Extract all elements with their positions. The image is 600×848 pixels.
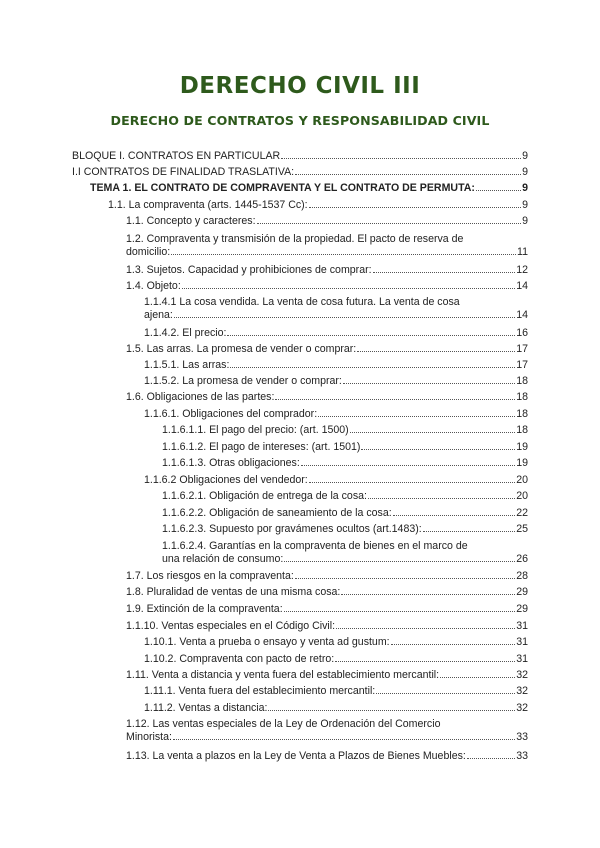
toc-entry-text: 1.7. Los riesgos en la compraventa: <box>126 570 294 582</box>
toc-page-number: 19 <box>516 457 528 469</box>
toc-leader <box>171 246 516 255</box>
toc-page-number: 9 <box>522 215 528 227</box>
toc-leader <box>173 731 515 740</box>
toc-page-number: 14 <box>516 309 528 321</box>
toc-page-number: 16 <box>516 327 528 339</box>
toc-leader <box>182 280 515 289</box>
toc-entry-text: 1.1.6.1. Obligaciones del comprador: <box>144 408 318 420</box>
toc-leader <box>423 523 516 532</box>
toc-leader <box>295 166 521 175</box>
toc-entry[interactable] <box>90 182 528 195</box>
toc-entry-text: BLOQUE I. CONTRATOS EN PARTICULAR <box>72 150 281 162</box>
toc-leader <box>318 408 515 417</box>
toc-entry[interactable] <box>126 391 528 404</box>
toc-entry[interactable] <box>126 620 528 633</box>
toc-entry-text: 1.1. Concepto y caracteres: <box>126 215 256 227</box>
toc-page-number: 18 <box>516 391 528 403</box>
toc-entry-text: 1.10.2. Compraventa con pacto de retro: <box>144 653 335 665</box>
toc-page-number: 18 <box>516 424 528 436</box>
toc-leader <box>467 750 515 759</box>
toc-leader <box>301 457 515 466</box>
toc-entry-text: 1.9. Extinción de la compraventa: <box>126 603 283 615</box>
toc-entry-text: 1.1.6.2.4. Garantías en la compraventa de bienes en el marco de <box>162 540 468 552</box>
toc-entry[interactable] <box>126 233 528 259</box>
toc-entry[interactable] <box>162 507 528 520</box>
toc-entry-text: 1.1.5.1. Las arras: <box>144 359 230 371</box>
toc-page-number: 31 <box>516 636 528 648</box>
toc-leader <box>336 620 515 629</box>
toc-leader <box>335 653 515 662</box>
toc-entry[interactable] <box>144 685 528 698</box>
toc-entry-text: 1.1.6.1.1. El pago del precio: (art. 1500) <box>162 424 349 436</box>
toc-entry-text: 1.1.6.2.2. Obligación de saneamiento de la cosa: <box>162 507 392 519</box>
toc-entry[interactable] <box>126 215 528 228</box>
toc-leader <box>230 359 515 368</box>
toc-leader <box>295 570 515 579</box>
document-title: DERECHO CIVIL III <box>179 73 421 99</box>
toc-entry[interactable] <box>144 702 528 715</box>
toc-entry-text: 1.13. La venta a plazos en la Ley de Venta a Plazos de Bienes Muebles: <box>126 750 466 762</box>
toc-entry[interactable] <box>144 359 528 372</box>
toc-entry-text: 1.11.2. Ventas a distancia: <box>144 702 268 714</box>
toc-page-number: 17 <box>516 359 528 371</box>
toc-page-number: 25 <box>516 523 528 535</box>
toc-entry-text: 1.11. Venta a distancia y venta fuera del establecimiento mercantil: <box>126 669 440 681</box>
toc-leader <box>350 424 516 433</box>
toc-entry-text: 1.1.4.2. El precio: <box>144 327 227 339</box>
toc-entry-text: 1.1.6.1.3. Otras obligaciones: <box>162 457 300 469</box>
toc-page-number: 33 <box>516 750 528 762</box>
toc-page-number: 22 <box>516 507 528 519</box>
toc-entry[interactable] <box>108 199 528 212</box>
toc-page-number: 31 <box>516 653 528 665</box>
toc-leader <box>309 474 515 483</box>
toc-entry[interactable] <box>126 343 528 356</box>
toc-entry-text: 1.1.6.2 Obligaciones del vendedor: <box>144 474 308 486</box>
toc-leader <box>393 507 516 516</box>
toc-entry-text: 1.1.6.2.3. Supuesto por gravámenes ocultos (art.1483): <box>162 523 422 535</box>
toc-entry[interactable] <box>144 296 528 322</box>
toc-page-number: 9 <box>522 182 528 194</box>
toc-page-number: 32 <box>516 669 528 681</box>
toc-leader <box>174 309 515 318</box>
toc-page-number: 20 <box>516 474 528 486</box>
toc-entry-text: I.I CONTRATOS DE FINALIDAD TRASLATIVA: <box>72 166 295 178</box>
toc-leader <box>361 441 515 450</box>
toc-entry-text: 1.2. Compraventa y transmisión de la propiedad. El pacto de reserva de <box>126 233 464 245</box>
toc-entry[interactable] <box>72 150 528 163</box>
toc-page-number: 33 <box>516 731 528 743</box>
toc-page-number: 14 <box>516 280 528 292</box>
toc-entry-text: 1.10.1. Venta a prueba o ensayo y venta ad gustum: <box>144 636 390 648</box>
toc-entry[interactable] <box>144 327 528 340</box>
toc-entry-text: 1.8. Pluralidad de ventas de una misma cosa: <box>126 586 341 598</box>
toc-page-number: 32 <box>516 702 528 714</box>
toc-page-number: 19 <box>516 441 528 453</box>
toc-page-number: 9 <box>522 150 528 162</box>
toc-entry[interactable] <box>162 490 528 503</box>
toc-leader <box>341 586 515 595</box>
toc-leader <box>376 685 515 694</box>
toc-page-number: 29 <box>516 603 528 615</box>
toc-entry[interactable] <box>162 523 528 536</box>
toc-entry-text: 1.1. La compraventa (arts. 1445-1537 Cc): <box>108 199 308 211</box>
toc-entry-text: 1.1.6.1.2. El pago de intereses: (art. 1501) <box>162 441 361 453</box>
toc-leader <box>309 199 521 208</box>
toc-leader <box>268 702 515 711</box>
toc-entry[interactable] <box>126 586 528 599</box>
toc-entry[interactable] <box>162 441 528 454</box>
toc-entry[interactable] <box>72 166 528 179</box>
toc-leader <box>227 327 515 336</box>
toc-leader <box>368 490 515 499</box>
toc-entry[interactable] <box>144 375 528 388</box>
toc-entry[interactable] <box>144 653 528 666</box>
toc-entry-text-continued: Minorista: <box>126 731 172 743</box>
toc-entry-text-continued: ajena: <box>144 309 173 321</box>
toc-leader <box>357 343 515 352</box>
toc-entry-text-continued: domicilio: <box>126 246 171 258</box>
toc-page-number: 12 <box>516 264 528 276</box>
toc-page-number: 31 <box>516 620 528 632</box>
toc-page-number: 18 <box>516 375 528 387</box>
toc-entry-text: 1.1.10. Ventas especiales en el Código Civil: <box>126 620 336 632</box>
toc-entry-text: 1.6. Obligaciones de las partes: <box>126 391 275 403</box>
toc-entry-text: 1.4. Objeto: <box>126 280 181 292</box>
toc-leader <box>284 553 515 562</box>
toc-page-number: 9 <box>522 199 528 211</box>
toc-entry[interactable] <box>144 636 528 649</box>
toc-entry-text: 1.12. Las ventas especiales de la Ley de Ordenación del Comercio <box>126 718 441 730</box>
toc-entry-text: 1.1.6.2.1. Obligación de entrega de la cosa: <box>162 490 367 502</box>
toc-leader <box>476 182 521 191</box>
toc-leader <box>440 669 515 678</box>
toc-leader <box>373 264 516 273</box>
toc-page-number: 29 <box>516 586 528 598</box>
toc-leader <box>343 375 515 384</box>
toc-entry[interactable] <box>126 280 528 293</box>
toc-leader <box>391 636 516 645</box>
toc-entry[interactable] <box>144 408 528 421</box>
toc-page-number: 26 <box>516 553 528 565</box>
toc-entry-text-continued: una relación de consumo: <box>162 553 284 565</box>
toc-entry[interactable] <box>144 474 528 487</box>
toc-entry[interactable] <box>126 669 528 682</box>
toc-entry[interactable] <box>162 457 528 470</box>
toc-leader <box>281 150 521 159</box>
toc-page-number: 11 <box>517 246 528 258</box>
toc-entry[interactable] <box>126 264 528 277</box>
toc-entry[interactable] <box>126 570 528 583</box>
document-subtitle: DERECHO DE CONTRATOS Y RESPONSABILIDAD CIVIL <box>110 113 490 128</box>
toc-entry-text: 1.1.4.1 La cosa vendida. La venta de cosa futura. La venta de cosa <box>144 296 460 308</box>
toc-entry-text: 1.1.5.2. La promesa de vender o comprar: <box>144 375 342 387</box>
toc-entry-text: 1.5. Las arras. La promesa de vender o comprar: <box>126 343 357 355</box>
toc-page-number: 28 <box>516 570 528 582</box>
toc-entry[interactable] <box>126 718 528 744</box>
toc-page-number: 9 <box>522 166 528 178</box>
toc-page-number: 32 <box>516 685 528 697</box>
toc-entry-text: 1.3. Sujetos. Capacidad y prohibiciones de comprar: <box>126 264 372 276</box>
toc-page-number: 17 <box>516 343 528 355</box>
toc-leader <box>257 215 522 224</box>
toc-entry[interactable] <box>126 750 528 763</box>
toc-entry[interactable] <box>126 603 528 616</box>
toc-entry[interactable] <box>162 424 528 437</box>
toc-entry-text: 1.11.1. Venta fuera del establecimiento mercantil: <box>144 685 376 697</box>
toc-leader <box>275 391 515 400</box>
toc-page-number: 18 <box>516 408 528 420</box>
toc-leader <box>284 603 516 612</box>
toc-entry-text: TEMA 1. EL CONTRATO DE COMPRAVENTA Y EL CONTRATO DE PERMUTA: <box>90 182 475 194</box>
toc-page-number: 20 <box>516 490 528 502</box>
toc-entry[interactable] <box>162 540 528 566</box>
